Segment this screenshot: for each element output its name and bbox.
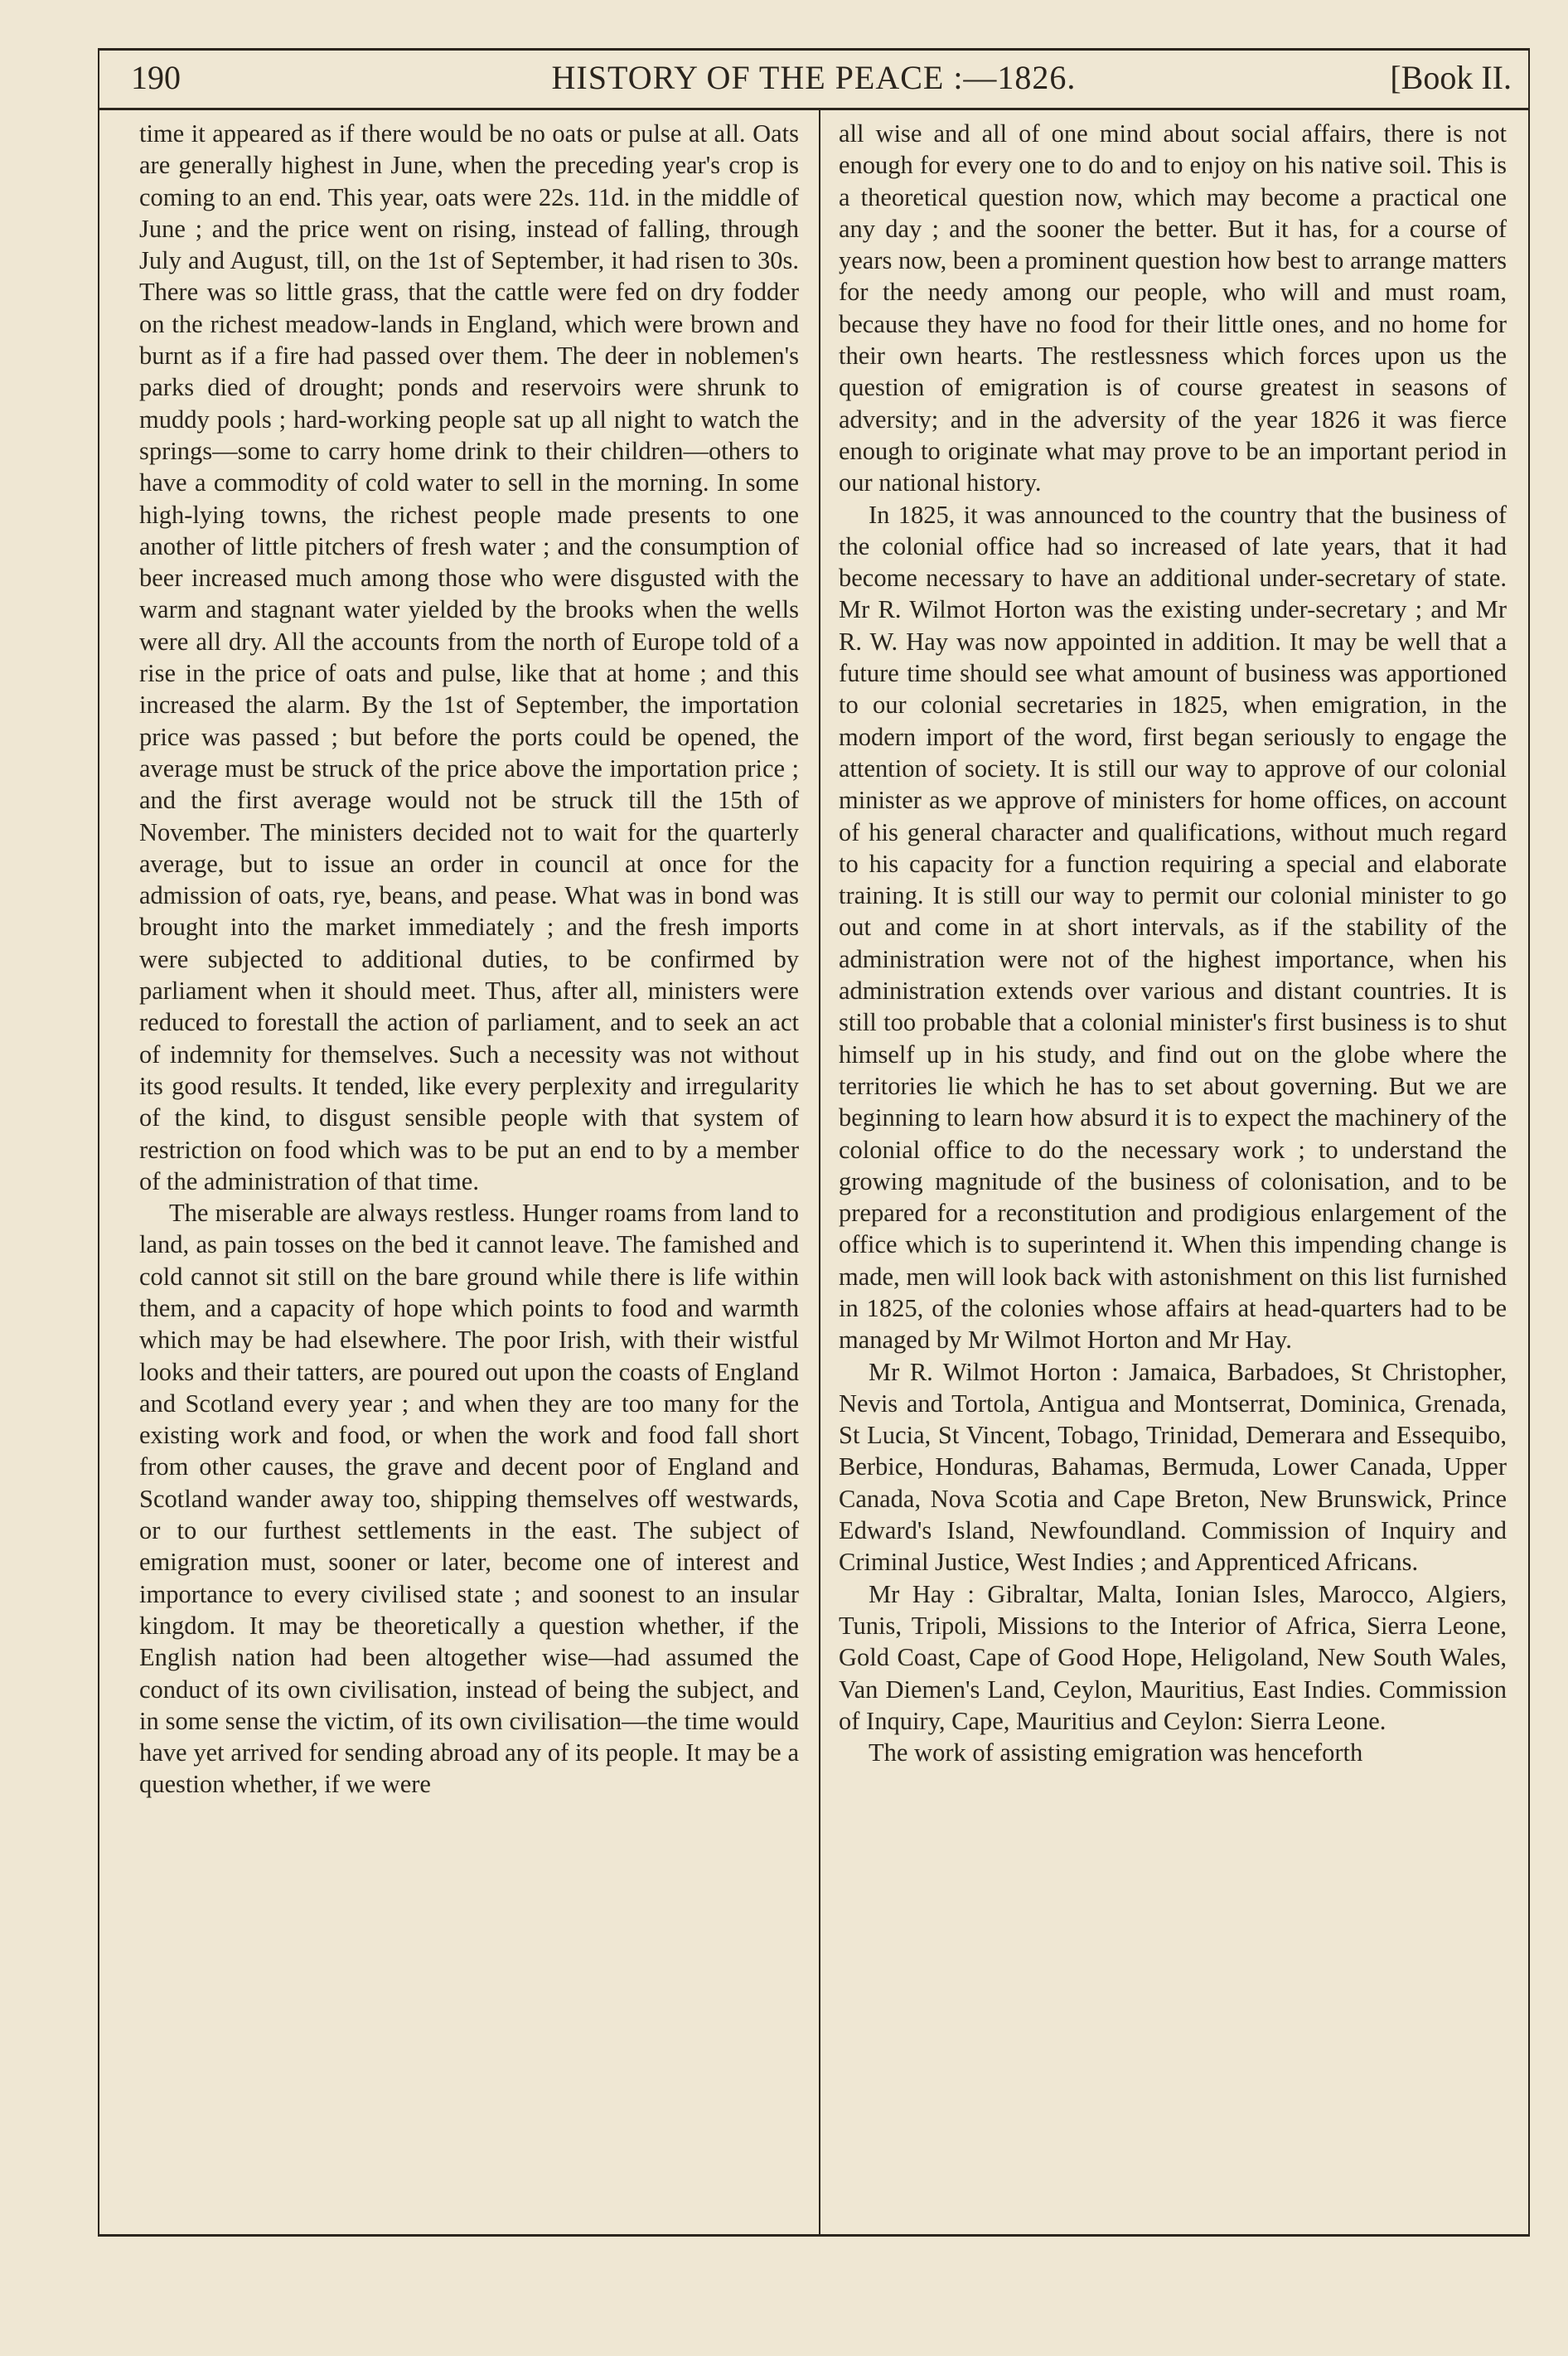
running-head xyxy=(98,55,1530,104)
left-column xyxy=(139,118,799,1801)
right-column xyxy=(839,118,1507,1768)
paragraph: all wise and all of one mind about social affairs, there is not enough for every one to do and to enjoy on his native soil. This is a theoretical question now, which may become a practical one any day ; and the sooner the better. But it has, for a course of years now, been a prominent question how best to arrange matters for the needy among our people, who will and must roam, because they have no food for their little ones, and no home for their own hearts. The restlessness which forces upon us the question of emigration is of course greatest in seasons of adversity; and in the adversity of the year 1826 it was fierce enough to originate what may prove to be an important period in our national history. xyxy=(839,119,1507,497)
right-border-rule xyxy=(1528,48,1530,2234)
paragraph: In 1825, it was announced to the country that the business of the colonial office had so increased of late years, that it had become necessary to have an additional under-secretary of state. Mr R. Wilmot Horton was the existing under-secretary ; and Mr R. W. Hay was now appointed in addition. It may be well that a future time should see what amount of business was apportioned to our colonial secretaries in 1825, when emigration, in the modern import of the word, first began seriously to engage the attention of society. It is still our way to approve of our colonial minister as we approve of ministers for home offices, on account of his general character and qualifications, without much regard to his capacity for a function requiring a special and elaborate training. It is still our way to permit our colonial minister to go out and come in at short intervals, as if the stability of the administration were not of the highest importance, when his administration extends over various and distant countries. It is still too probable that a colonial minister's first business is to shut himself up in his study, and find out on the globe where the territories lie which he has to set about governing. But we are beginning to learn how absurd it is to expect the machinery of the colonial office to do the necessary work ; to understand the growing magnitude of the business of colonisation, and to be prepared for a reconstitution and prodigious enlargement of the office which is to superintend it. When this impending change is made, men will look back with astonishment on this list furnished in 1825, of the colonies whose affairs at head-quarters had to be managed by Mr Wilmot Horton and Mr Hay. xyxy=(839,500,1507,1355)
header-rule xyxy=(98,108,1530,110)
paragraph: Mr R. Wilmot Horton : Jamaica, Barbadoes, St Christopher, Nevis and Tortola, Antigua and Montserrat, Dominica, Grenada, St Lucia, St Vincent, Tobago, Trinidad, Demerara and Essequibo, Berbice, Honduras, Bahamas, Bermuda, Lower Canada, Upper Canada, Nova Scotia and Cape Breton, New Brunswick, Prince Edward's Island, Newfoundland. Commission of Inquiry and Criminal Justice, West Indies ; and Apprenticed Africans. xyxy=(839,1357,1507,1577)
paragraph: time it appeared as if there would be no oats or pulse at all. Oats are generally highest in June, when the preceding year's crop is coming to an end. This year, oats were 22s. 11d. in the middle of June ; and the price went on rising, instead of falling, through July and August, till, on the 1st of September, it had risen to 30s. There was so little grass, that the cattle were fed on dry fodder on the richest meadow-lands in England, which were brown and burnt as if a fire had passed over them. The deer in noblemen's parks died of drought; ponds and reservoirs were shrunk to muddy pools ; hard-working people sat up all night to watch the springs—some to carry home drink to their children—others to have a commodity of cold water to sell in the morning. In some high-lying towns, the richest people made presents to one another of little pitchers of fresh water ; and the consumption of beer increased much among those who were disgusted with the warm and stagnant water yielded by the brooks when the wells were all dry. All the accounts from the north of Europe told of a rise in the price of oats and pulse, like that at home ; and this increased the alarm. By the 1st of September, the importation price was passed ; but before the ports could be opened, the average must be struck of the price above the importation price ; and the first average would not be struck till the 15th of November. The ministers decided not to wait for the quarterly average, but to issue an order in council at once for the admission of oats, rye, beans, and pease. What was in bond was brought into the market immediately ; and the fresh imports were subjected to additional duties, to be confirmed by parliament when it should meet. Thus, after all, ministers were reduced to forestall the action of parliament, and to seek an act of indemnity for themselves. Such a necessity was not without its good results. It tended, like every perplexity and irregularity of the kind, to disgust sensible people with that system of restriction on food which was to be put an end to by a member of the administration of that time. xyxy=(139,119,799,1195)
paragraph: The work of assisting emigration was henceforth xyxy=(869,1738,1363,1767)
paragraph: The miserable are always restless. Hunger roams from land to land, as pain tosses on the bed it cannot leave. The famished and cold cannot sit still on the bare ground while there is life within them, and a capacity of hope which points to food and warmth which may be had elsewhere. The poor Irish, with their wistful looks and their tatters, are poured out upon the coasts of England and Scotland every year ; and when they are too many for the existing work and food, or when the work and food fall short from other causes, the grave and decent poor of England and Scotland wander away too, shipping themselves off westwards, or to our furthest settlements in the east. The subject of emigration must, sooner or later, become one of interest and importance to every civilised state ; and soonest to an insular kingdom. It may be theoretically a question whether, if the English nation had been altogether wise—had assumed the conduct of its own civilisation, instead of being the subject, and in some sense the victim, of its own civilisation—the time would have yet arrived for sending abroad any of its people. It may be a question whether, if we were xyxy=(139,1199,799,1799)
top-border-rule xyxy=(98,48,1530,51)
left-border-rule xyxy=(98,48,99,2234)
book-label: [Book II. xyxy=(1390,59,1512,96)
bottom-border-rule xyxy=(98,2234,1530,2237)
running-title: HISTORY OF THE PEACE :—1826. xyxy=(551,59,1077,96)
paragraph: Mr Hay : Gibraltar, Malta, Ionian Isles, Marocco, Algiers, Tunis, Tripoli, Missions to the Interior of Africa, Sierra Leone, Gold Coast, Cape of Good Hope, Heligoland, New South Wales, Van Diemen's Land, Ceylon, Mauritius, East Indies. Commission of Inquiry, Cape, Mauritius and Ceylon: Sierra Leone. xyxy=(839,1579,1507,1735)
column-divider xyxy=(819,108,820,2234)
page-number: 190 xyxy=(131,59,181,96)
